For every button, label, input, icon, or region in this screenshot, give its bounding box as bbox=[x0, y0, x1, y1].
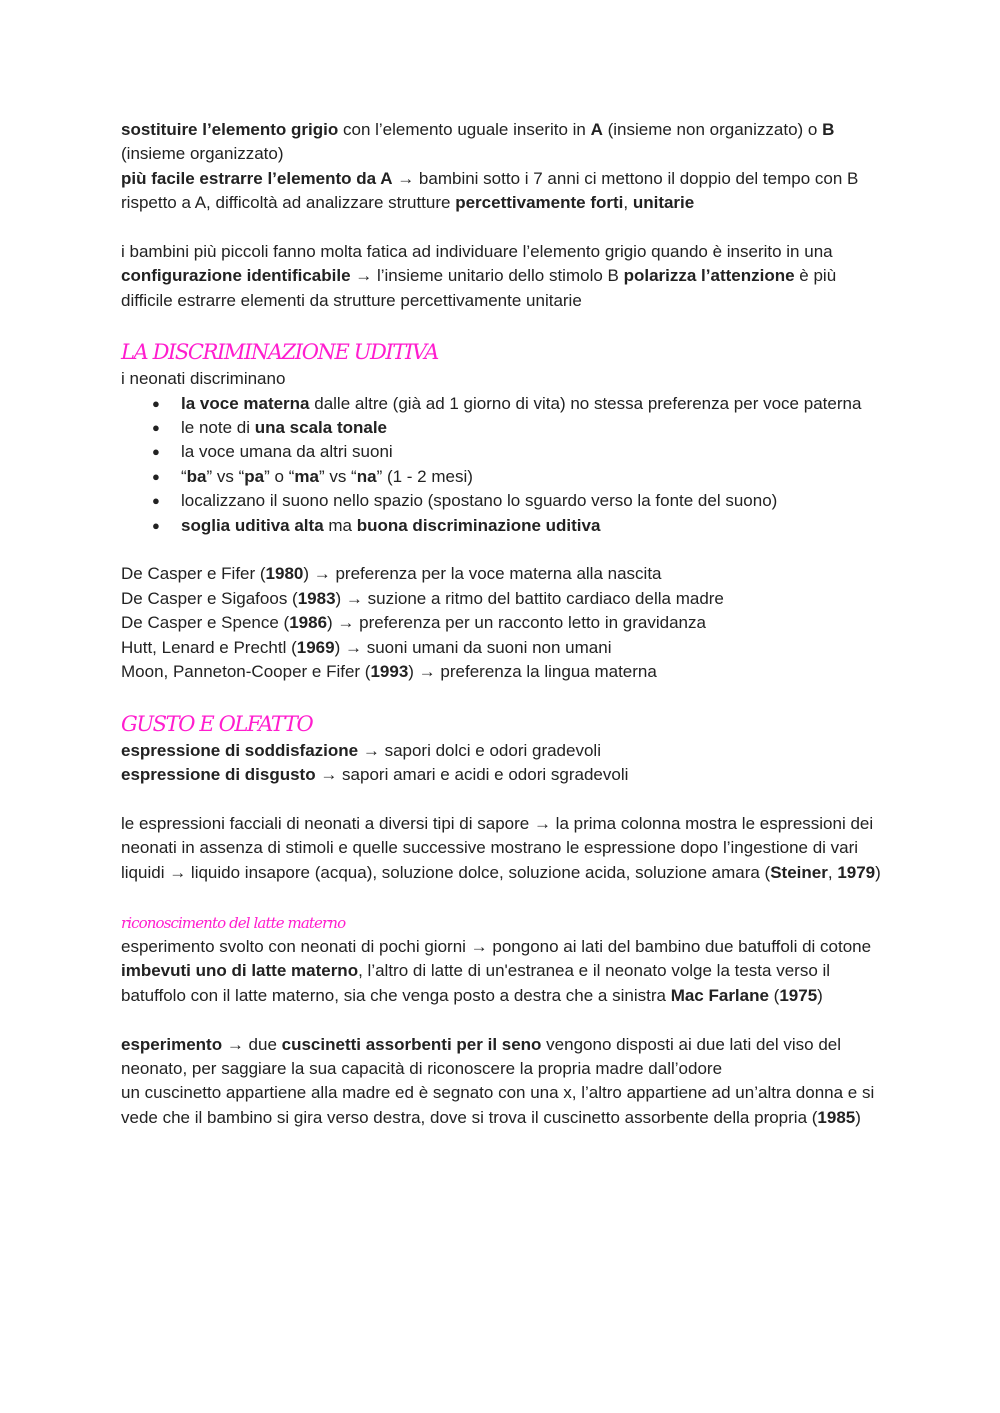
gusto-line-1 bbox=[121, 739, 886, 763]
bullet-icon: ● bbox=[152, 493, 160, 509]
bold-text: più facile estrarre l’elemento da A bbox=[121, 168, 393, 188]
latte-paragraph-1 bbox=[121, 935, 886, 1008]
latte-paragraph-2 bbox=[121, 1033, 886, 1082]
bold-text: unitarie bbox=[632, 193, 695, 213]
text-run: De Casper e Fifer ( bbox=[121, 564, 266, 584]
intro-paragraph-3 bbox=[121, 240, 886, 313]
bold-text: A bbox=[590, 120, 603, 139]
bullet-icon: ● bbox=[152, 420, 160, 436]
text-run: → sapori dolci e odori gradevoli bbox=[358, 740, 601, 760]
document-page bbox=[121, 118, 886, 1130]
bold-text: 1983 bbox=[297, 588, 336, 608]
text-run: → due bbox=[222, 1034, 282, 1054]
text-run: ” vs “ bbox=[206, 466, 245, 486]
text-run: la voce umana da altri suoni bbox=[181, 442, 393, 462]
text-run: , bbox=[623, 193, 633, 213]
bullet-item bbox=[121, 514, 886, 538]
text-run: con l’elemento uguale inserito in bbox=[338, 120, 591, 139]
bold-text: Mac Farlane bbox=[670, 985, 769, 1005]
bold-text: 1980 bbox=[265, 564, 304, 584]
text-run: ) → preferenza la lingua materna bbox=[408, 662, 657, 682]
bold-text: soglia uditiva alta bbox=[181, 515, 324, 535]
bold-text: espressione di disgusto bbox=[121, 764, 316, 784]
text-run: è più difficile estrarre elementi da strutture percettivamente unitarie bbox=[121, 266, 837, 310]
bullet-icon: ● bbox=[152, 395, 160, 411]
reference-line bbox=[121, 587, 886, 611]
gusto-paragraph-3 bbox=[121, 812, 886, 885]
reference-line bbox=[121, 562, 886, 586]
bullet-icon: ● bbox=[152, 444, 160, 460]
text-run: ) → suoni umani da suoni non umani bbox=[334, 637, 612, 657]
text-run: un cuscinetto appartiene alla madre ed è segnato con una x, l’altro appartiene ad un’altra donna e si vede che il bambino si gira verso destra, dove si trova il cuscinetto assorbente della propria ( bbox=[121, 1083, 875, 1127]
bold-text: ma bbox=[294, 466, 319, 486]
bold-text: esperimento bbox=[121, 1034, 223, 1054]
bold-text: 1985 bbox=[817, 1107, 856, 1127]
latte-paragraph-3 bbox=[121, 1081, 886, 1130]
bold-text: la voce materna bbox=[181, 393, 310, 413]
intro-paragraph-2 bbox=[121, 167, 886, 216]
bold-text: B bbox=[822, 120, 835, 139]
text-run: ” vs “ bbox=[318, 466, 357, 486]
bold-text: Steiner bbox=[770, 862, 828, 882]
reference-line bbox=[121, 611, 886, 635]
text-run: ma bbox=[323, 515, 357, 535]
text-run: (insieme non organizzato) o bbox=[602, 120, 823, 139]
text-run: “ bbox=[181, 466, 187, 486]
bold-text: 1993 bbox=[370, 662, 409, 682]
bold-text: imbevuti uno di latte materno bbox=[121, 961, 359, 981]
text-run: le note di bbox=[181, 418, 255, 438]
bold-text: polarizza l’attenzione bbox=[623, 266, 795, 286]
text-run: localizzano il suono nello spazio (spostano lo sguardo verso la fonte del suono) bbox=[181, 491, 778, 511]
section-title-gusto-olfatto: GUSTO E OLFATTO bbox=[121, 711, 313, 736]
text-run: , l’altro di latte di un'estranea e il neonato volge la testa verso il batuffolo con il latte materno, sia che venga posto a destra che a sinistra bbox=[121, 961, 831, 1005]
bold-text: una scala tonale bbox=[254, 418, 388, 438]
text-run: le espressioni facciali di neonati a diversi tipi di sapore → la prima colonna mostra le espressioni dei neonati in assenza di stimoli e quelle successive mostrano le espressione dopo l’ingestione di vari liquidi → liquido insapore (acqua), soluzione dolce, soluzione acida, soluzione amara ( bbox=[121, 813, 874, 882]
text-run: ) bbox=[875, 862, 881, 882]
section-title-discriminazione-uditiva: LA DISCRIMINAZIONE UDITIVA bbox=[121, 340, 438, 365]
uditiva-lead bbox=[121, 367, 886, 391]
reference-line bbox=[121, 660, 886, 684]
bullet-item bbox=[121, 392, 886, 416]
bullet-item bbox=[121, 489, 886, 513]
text-run: ” (1 - 2 mesi) bbox=[376, 466, 473, 486]
bullet-item bbox=[121, 440, 886, 464]
bold-text: cuscinetti assorbenti per il seno bbox=[281, 1034, 542, 1054]
text-run: i bambini più piccoli fanno molta fatica ad individuare l’elemento grigio quando è inserito in una bbox=[121, 242, 833, 262]
text-run: ) → preferenza per un racconto letto in gravidanza bbox=[327, 613, 706, 633]
bold-text: percettivamente forti bbox=[455, 193, 624, 213]
bold-text: 1986 bbox=[289, 613, 328, 633]
text-run: ” o “ bbox=[264, 466, 295, 486]
text-run: , bbox=[827, 862, 838, 882]
bold-text: 1979 bbox=[837, 862, 876, 882]
text-run: dalle altre (già ad 1 giorno di vita) no stessa preferenza per voce paterna bbox=[309, 393, 862, 413]
intro-paragraph-1 bbox=[121, 118, 886, 167]
bullet-icon: ● bbox=[152, 517, 160, 533]
uditiva-bullet-list bbox=[121, 392, 886, 538]
text-run: (insieme organizzato) bbox=[121, 144, 284, 164]
text-run: ) bbox=[817, 985, 823, 1005]
bold-text: espressione di soddisfazione bbox=[121, 740, 359, 760]
bold-text: sostituire l’elemento grigio bbox=[121, 120, 339, 139]
text-run: ( bbox=[768, 985, 780, 1005]
bullet-item bbox=[121, 416, 886, 440]
bold-text: buona discriminazione uditiva bbox=[356, 515, 601, 535]
text-run: esperimento svolto con neonati di pochi giorni → pongono ai lati del bambino due batuffoli di cotone bbox=[121, 936, 872, 956]
reference-line bbox=[121, 636, 886, 660]
bullet-item bbox=[121, 465, 886, 489]
bullet-icon: ● bbox=[152, 468, 160, 484]
text-run: → bambini sotto i 7 anni ci mettono il doppio del tempo con B rispetto a A, difficoltà ad analizzare strutture bbox=[121, 168, 859, 213]
subsection-title-latte-materno: riconoscimento del latte materno bbox=[121, 913, 346, 932]
text-run: Hutt, Lenard e Prechtl ( bbox=[121, 637, 297, 657]
bold-text: ba bbox=[186, 466, 207, 486]
bold-text: 1975 bbox=[779, 985, 818, 1005]
text-run: i neonati discriminano bbox=[121, 369, 286, 389]
text-run: De Casper e Sigafoos ( bbox=[121, 588, 298, 608]
bold-text: configurazione identificabile bbox=[121, 266, 351, 286]
bold-text: 1969 bbox=[296, 637, 335, 657]
bold-text: pa bbox=[244, 466, 265, 486]
gusto-line-2 bbox=[121, 763, 886, 787]
text-run: ) → preferenza per la voce materna alla nascita bbox=[303, 564, 662, 584]
text-run: ) bbox=[855, 1107, 861, 1127]
text-run: Moon, Panneton-Cooper e Fifer ( bbox=[121, 662, 371, 682]
text-run: vengono disposti ai due lati del viso del neonato, per saggiare la sua capacità di riconoscere la propria madre dall’odore bbox=[121, 1034, 842, 1078]
text-run: → sapori amari e acidi e odori sgradevoli bbox=[315, 764, 629, 784]
bold-text: na bbox=[356, 466, 377, 486]
text-run: ) → suzione a ritmo del battito cardiaco della madre bbox=[335, 588, 724, 608]
text-run: De Casper e Spence ( bbox=[121, 613, 290, 633]
text-run: → l’insieme unitario dello stimolo B bbox=[350, 266, 624, 286]
